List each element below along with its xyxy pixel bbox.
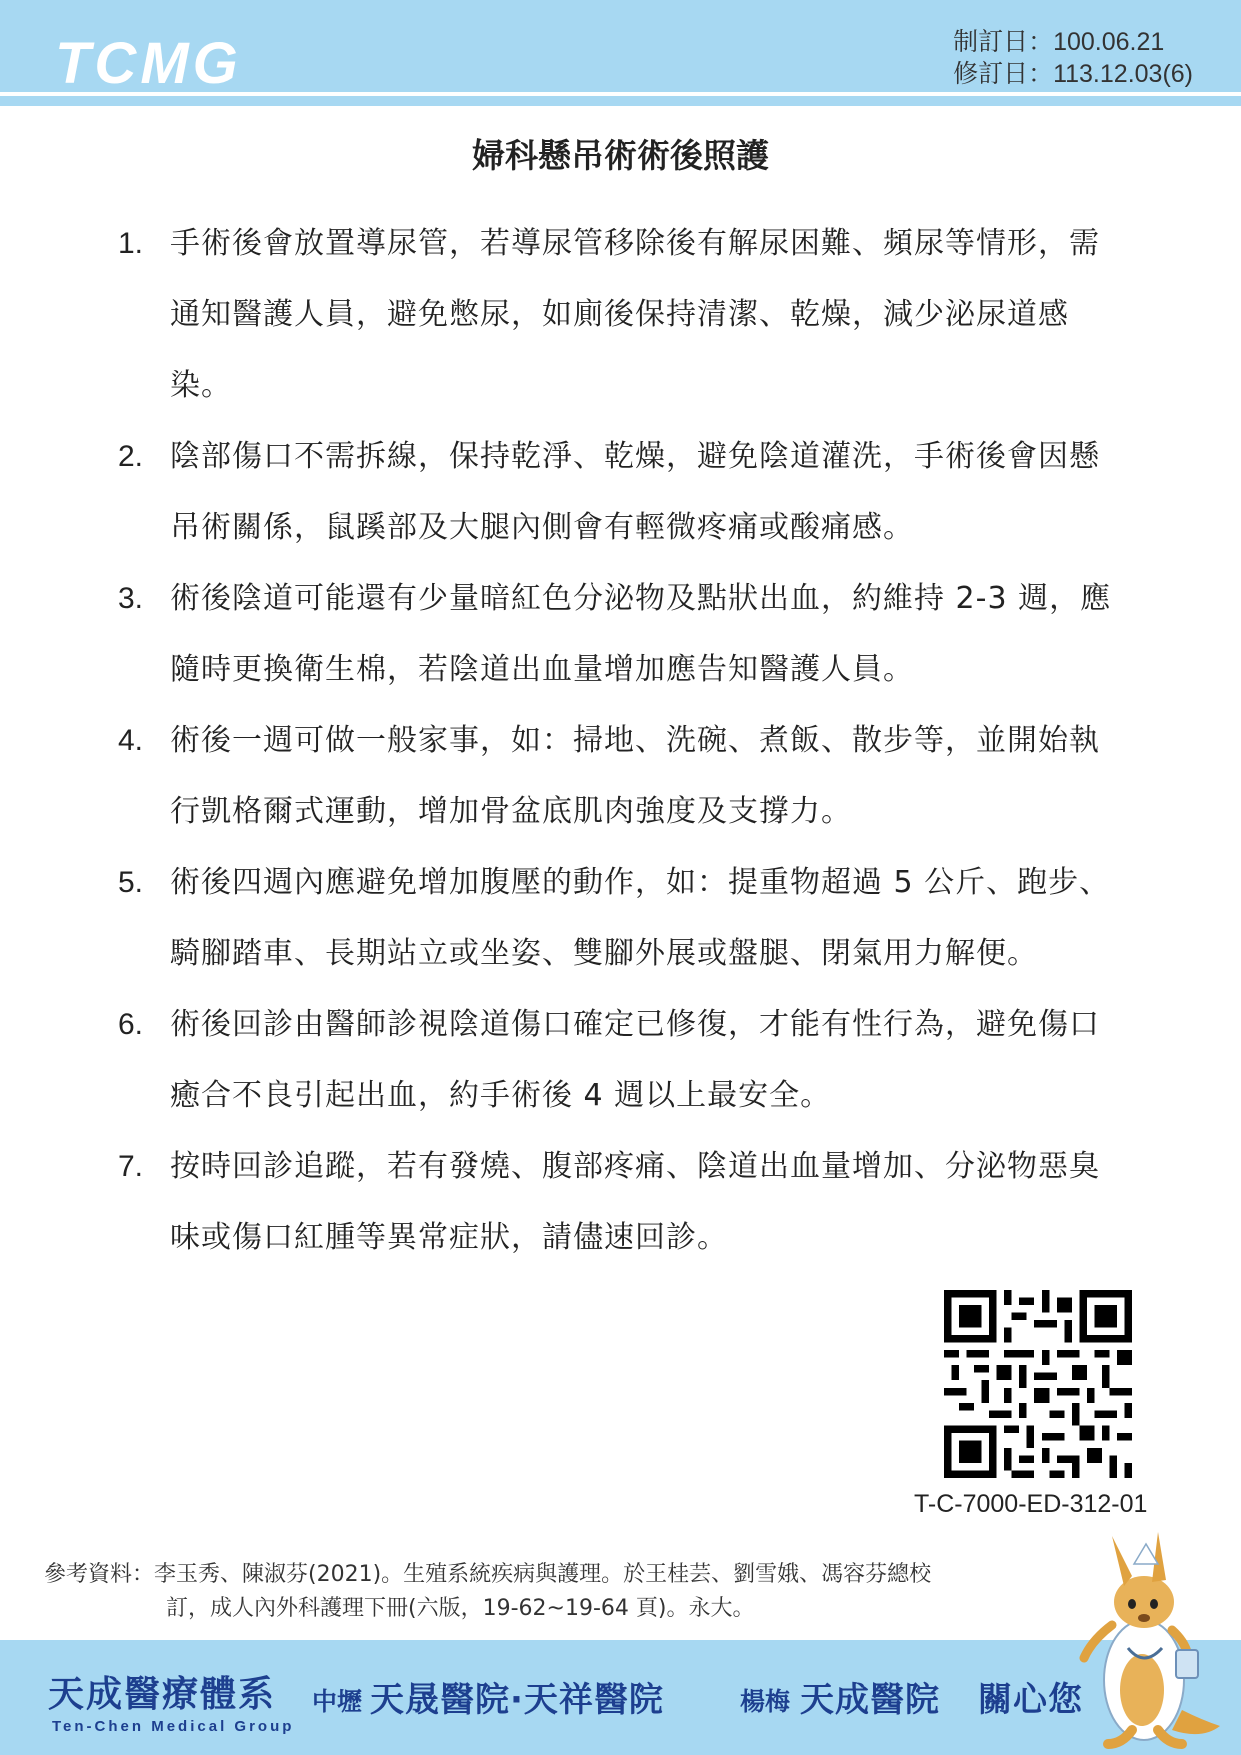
- reference-line-2: 訂，成人內外科護理下冊(六版，19-62~19-64 頁)。永大。: [166, 1596, 755, 1621]
- document-code: T-C-7000-ED-312-01: [914, 1490, 1148, 1518]
- qr-code[interactable]: [944, 1290, 1132, 1478]
- kangaroo-doctor-mascot-icon: [1072, 1530, 1222, 1750]
- page-title: 婦科懸吊術術後照護: [472, 136, 769, 175]
- item-text: 術後陰道可能還有少量暗紅色分泌物及點狀出血，約維持 2-3 週，應隨時更換衛生棉，若陰道出血量增加應告知醫護人員。: [170, 581, 1112, 687]
- item-number: 5.: [118, 866, 144, 899]
- reference-section: [44, 1558, 1064, 1626]
- item-text: 手術後會放置導尿管，若導尿管移除後有解尿困難、頻尿等情形，需通知醫護人員，避免憋尿，如廁後保持清潔、乾燥，減少泌尿道感染。: [170, 226, 1100, 403]
- location-zhongli: 中壢: [312, 1687, 363, 1716]
- date-block: [953, 26, 1193, 90]
- tcmg-logo: TCMG: [55, 31, 242, 96]
- reference-label: 參考資料：: [44, 1562, 155, 1587]
- item-number: 7.: [118, 1150, 144, 1183]
- item-text: 術後四週內應避免增加腹壓的動作，如：提重物超過 5 公斤、跑步、騎腳踏車、長期站立或坐姿、雙腳外展或盤腿、閉氣用力解便。: [170, 865, 1111, 971]
- care-instructions-list: [118, 208, 1118, 1273]
- list-item: [118, 208, 1118, 421]
- group-name-en: Ten-Chen Medical Group: [52, 1718, 295, 1735]
- list-item: [118, 563, 1118, 705]
- footer-band: [0, 1640, 1241, 1755]
- item-text: 陰部傷口不需拆線，保持乾淨、乾燥，避免陰道灌洗，手術後會因懸吊術關係，鼠蹊部及大腿內側會有輕微疼痛或酸痛感。: [170, 439, 1100, 545]
- item-number: 1.: [118, 227, 144, 260]
- item-number: 2.: [118, 440, 144, 473]
- header-band: [0, 0, 1241, 96]
- location-yangmei: 楊梅: [740, 1687, 791, 1716]
- item-number: 6.: [118, 1008, 144, 1041]
- revised-date: 修訂日：113.12.03(6): [953, 60, 1193, 88]
- established-date: 制訂日：100.06.21: [953, 28, 1165, 56]
- hospital-name-2: 天成醫院: [800, 1680, 940, 1720]
- item-number: 4.: [118, 724, 144, 757]
- slogan: 關心您: [978, 1680, 1083, 1720]
- hospital-names-1: 天晟醫院·天祥醫院: [370, 1680, 664, 1720]
- item-text: 術後一週可做一般家事，如：掃地、洗碗、煮飯、散步等，並開始執行凱格爾式運動，增加骨盆底肌肉強度及支撐力。: [170, 723, 1100, 829]
- list-item: [118, 705, 1118, 847]
- item-text: 術後回診由醫師診視陰道傷口確定已修復，才能有性行為，避免傷口癒合不良引起出血，約手術後 4 週以上最安全。: [170, 1007, 1100, 1113]
- list-item: [118, 847, 1118, 989]
- reference-line-1: 李玉秀、陳淑芬(2021)。生殖系統疾病與護理。於王桂芸、劉雪娥、馮容芬總校: [154, 1562, 932, 1587]
- group-name: 天成醫療體系: [48, 1674, 277, 1715]
- item-number: 3.: [118, 582, 144, 615]
- list-item: [118, 989, 1118, 1131]
- item-text: 按時回診追蹤，若有發燒、腹部疼痛、陰道出血量增加、分泌物惡臭味或傷口紅腫等異常症狀，請儘速回診。: [170, 1149, 1100, 1255]
- list-item: [118, 1131, 1118, 1273]
- header-divider: [0, 96, 1241, 106]
- list-item: [118, 421, 1118, 563]
